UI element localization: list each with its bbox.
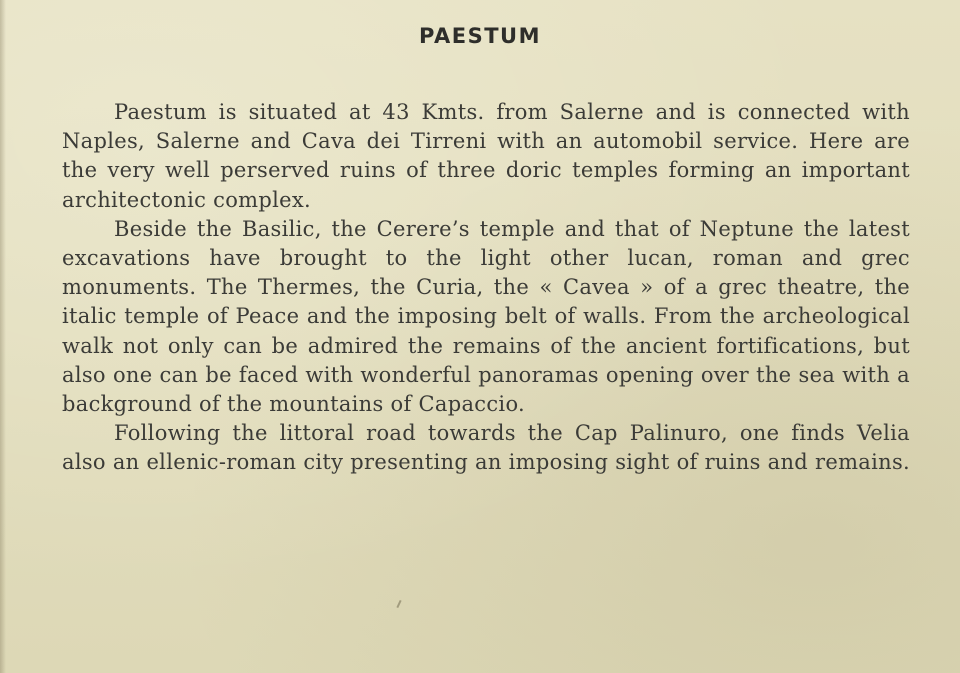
paragraph-excavations: Beside the Basilic, the Cerere’s temple and that of Neptune the latest excavations have brought to the light other lucan, roman and grec monuments. The Thermes, the Curia, the « Cavea » of a grec theatre, the italic temple of Peace and the imposing belt of walls. From the archeological walk not only can be admired the remains of the ancient fortifications, but also one can be faced with wonderful panoramas opening over the sea with a background of the mountains of Capaccio. bbox=[62, 216, 910, 417]
page-edge-shadow bbox=[0, 0, 6, 673]
document-body bbox=[62, 98, 910, 478]
paragraph-paestum-location: Paestum is situated at 43 Kmts. from Salerne and is connected with Naples, Salerne and Cava dei Tirreni with an automobil service. Here are the very well perserved ruins of three doric temples forming an important architectonic complex. bbox=[62, 100, 910, 212]
page-title: PAESTUM bbox=[419, 24, 541, 48]
paragraph-velia: Following the littoral road towards the Cap Palinuro, one finds Velia also an ellenic-roman city presenting an imposing sight of ruins and remains. bbox=[62, 421, 910, 475]
paper-speck bbox=[396, 600, 401, 608]
